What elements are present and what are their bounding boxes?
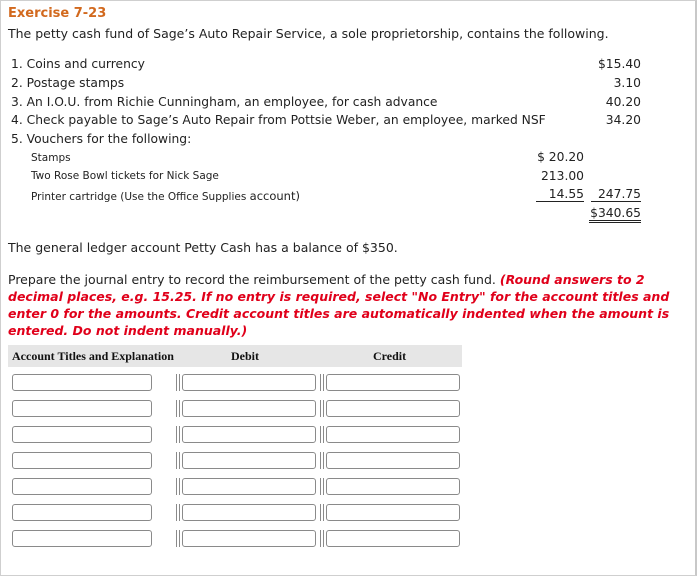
journal-table-header xyxy=(8,345,462,367)
credit-input[interactable] xyxy=(326,530,460,547)
grand-total: $340.65 xyxy=(589,206,641,223)
header-account: Account Titles and Explanation xyxy=(12,349,174,363)
item-3-amount: 40.20 xyxy=(605,95,641,109)
debit-input[interactable] xyxy=(182,400,316,417)
prepare-instructions: Prepare the journal entry to record the reimbursement of the petty cash fund. (Round answers to 2 decimal places, e.g. 15.25. If no entry is required, select "No Entry" for the account titles and enter 0 for the amounts. Credit account titles are automatically indented when the amount is entered. Do not indent manually.) xyxy=(8,272,670,338)
account-input[interactable] xyxy=(12,400,152,417)
credit-input[interactable] xyxy=(326,478,460,495)
credit-input-edge xyxy=(320,400,324,417)
credit-input[interactable] xyxy=(326,426,460,443)
credit-input-edge xyxy=(320,374,324,391)
credit-input-edge xyxy=(320,452,324,469)
account-input[interactable] xyxy=(12,426,152,443)
balance-text: The general ledger account Petty Cash has a balance of $350. xyxy=(8,240,398,255)
voucher-tickets-label: Two Rose Bowl tickets for Nick Sage xyxy=(31,170,219,182)
debit-input[interactable] xyxy=(182,504,316,521)
debit-input-edge xyxy=(176,530,180,547)
account-input[interactable] xyxy=(12,478,152,495)
item-2-amount: 3.10 xyxy=(613,76,641,90)
voucher-cartridge-amount: 14.55 xyxy=(536,187,584,202)
item-2-label: 2. Postage stamps xyxy=(11,76,125,90)
header-debit: Debit xyxy=(231,349,259,363)
debit-input-edge xyxy=(176,504,180,521)
instructions-note: (Round answers to 2 decimal places, e.g. 15.25. If no entry is required, select "No Entry" for the account titles and enter 0 for the amounts. Credit account titles are automatically indented when the amount is entered. Do not indent manually.) xyxy=(8,272,670,338)
voucher-tickets-amount: 213.00 xyxy=(540,169,584,183)
credit-input[interactable] xyxy=(326,374,460,391)
debit-input-edge xyxy=(176,400,180,417)
item-5-label: 5. Vouchers for the following: xyxy=(11,132,192,146)
voucher-total: 247.75 xyxy=(591,187,641,202)
debit-input-edge xyxy=(176,452,180,469)
account-input[interactable] xyxy=(12,452,152,469)
credit-input-edge xyxy=(320,504,324,521)
credit-input-edge xyxy=(320,478,324,495)
voucher-cartridge-label: Printer cartridge (Use the Office Supplies account) xyxy=(31,189,300,203)
intro-text: The petty cash fund of Sage’s Auto Repair Service, a sole proprietorship, contains the following. xyxy=(8,26,609,41)
debit-input-edge xyxy=(176,374,180,391)
credit-input-edge xyxy=(320,426,324,443)
voucher-stamps-amount: $ 20.20 xyxy=(537,150,584,164)
debit-input[interactable] xyxy=(182,452,316,469)
credit-input[interactable] xyxy=(326,504,460,521)
debit-input-edge xyxy=(176,426,180,443)
debit-input[interactable] xyxy=(182,478,316,495)
debit-input[interactable] xyxy=(182,530,316,547)
header-credit: Credit xyxy=(373,349,407,363)
voucher-stamps-label: Stamps xyxy=(31,152,71,164)
credit-input[interactable] xyxy=(326,452,460,469)
item-4-label: 4. Check payable to Sage’s Auto Repair from Pottsie Weber, an employee, marked NSF xyxy=(11,113,546,127)
credit-input-edge xyxy=(320,530,324,547)
item-1-amount: $15.40 xyxy=(597,57,641,71)
account-input[interactable] xyxy=(12,504,152,521)
debit-input[interactable] xyxy=(182,374,316,391)
credit-input[interactable] xyxy=(326,400,460,417)
account-input[interactable] xyxy=(12,530,152,547)
exercise-title: Exercise 7-23 xyxy=(8,6,107,21)
debit-input[interactable] xyxy=(182,426,316,443)
item-3-label: 3. An I.O.U. from Richie Cunningham, an employee, for cash advance xyxy=(11,95,438,109)
account-input[interactable] xyxy=(12,374,152,391)
debit-input-edge xyxy=(176,478,180,495)
item-4-amount: 34.20 xyxy=(605,113,641,127)
item-1-label: 1. Coins and currency xyxy=(11,57,145,71)
